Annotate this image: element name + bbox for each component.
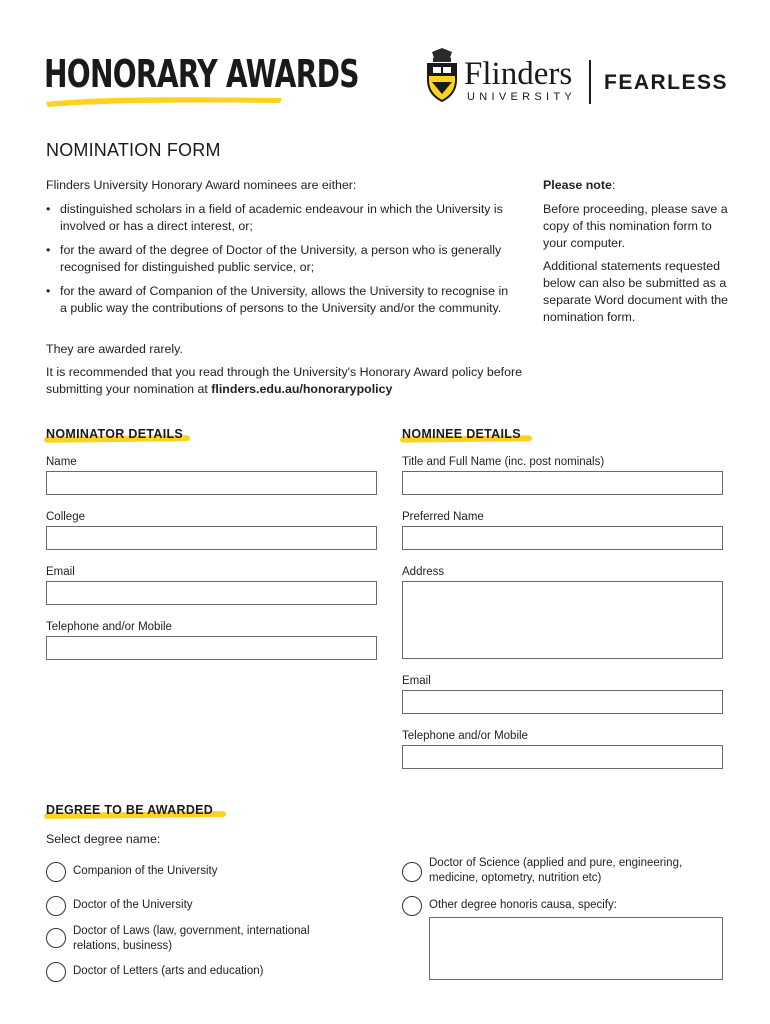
title-underline-swash bbox=[44, 92, 284, 110]
policy-link[interactable]: flinders.edu.au/honorarypolicy bbox=[211, 382, 393, 396]
intro-bullet-2: • for the award of the degree of Doctor of the University, a person who is generally recognised for distinguished public service, or; bbox=[46, 243, 502, 274]
nominee-address-field[interactable] bbox=[402, 581, 723, 659]
flinders-wordmark: Flinders bbox=[464, 56, 573, 92]
nominator-name-field[interactable] bbox=[46, 471, 377, 495]
note-box bbox=[543, 177, 733, 326]
radio-other-degree[interactable] bbox=[402, 896, 422, 916]
header-divider bbox=[589, 60, 591, 104]
option-companion-label: Companion of the University bbox=[73, 865, 218, 877]
option-doctor-laws-label: Doctor of Laws (law, government, international relations, business) bbox=[73, 925, 310, 952]
intro-recommend: It is recommended that you read through the University's Honorary Award policy before submitting your nomination at flinders.edu.au/honorarypolicy bbox=[46, 365, 522, 396]
nominee-heading: NOMINEE DETAILS bbox=[402, 427, 521, 441]
nominee-email-label: Email bbox=[402, 675, 431, 687]
note-p1: Before proceeding, please save a copy of this nomination form to your computer. bbox=[543, 202, 728, 250]
degree-heading: DEGREE TO BE AWARDED bbox=[46, 803, 214, 817]
note-p2: Additional statements requested below can also be submitted as a separate Word document with the nomination form. bbox=[543, 259, 729, 324]
honorary-awards-title: HONORARY AWARDS bbox=[44, 52, 359, 96]
option-other-degree-label: Other degree honoris causa, specify: bbox=[429, 899, 617, 911]
nominator-email-field[interactable] bbox=[46, 581, 377, 605]
nominee-email-field[interactable] bbox=[402, 690, 723, 714]
nominator-name-label: Name bbox=[46, 456, 77, 468]
nominator-phone-field[interactable] bbox=[46, 636, 377, 660]
form-title: NOMINATION FORM bbox=[46, 140, 221, 160]
radio-companion[interactable] bbox=[46, 862, 66, 882]
nominator-email-label: Email bbox=[46, 566, 75, 578]
nominee-address-label: Address bbox=[402, 566, 445, 578]
intro-bullet-1: • distinguished scholars in a field of academic endeavour in which the University is involved or has a direct interest, or; bbox=[46, 202, 503, 233]
honorary-awards-logo bbox=[44, 52, 359, 108]
radio-doctor-university[interactable] bbox=[46, 896, 66, 916]
university-wordmark: UNIVERSITY bbox=[467, 91, 577, 103]
other-degree-specify-field[interactable] bbox=[429, 917, 723, 980]
nominee-title-field[interactable] bbox=[402, 471, 723, 495]
nominator-college-label: College bbox=[46, 511, 85, 523]
nominee-title-label: Title and Full Name (inc. post nominals) bbox=[402, 456, 605, 468]
note-heading: Please note: bbox=[543, 178, 616, 192]
option-doctor-university-label: Doctor of the University bbox=[73, 899, 193, 911]
radio-doctor-letters[interactable] bbox=[46, 962, 66, 982]
flinders-crest-icon bbox=[424, 46, 460, 102]
radio-doctor-laws[interactable] bbox=[46, 928, 66, 948]
degree-select-label: Select degree name: bbox=[46, 832, 161, 846]
nominator-phone-label: Telephone and/or Mobile bbox=[46, 621, 172, 633]
intro-bullet-3: • for the award of Companion of the University, allows the University to recognise in a public way the contributions of persons to the University and/or the community. bbox=[46, 284, 509, 315]
intro-lead: Flinders University Honorary Award nominees are either: bbox=[46, 178, 357, 192]
nominee-preferred-label: Preferred Name bbox=[402, 511, 484, 523]
option-doctor-letters-label: Doctor of Letters (arts and education) bbox=[73, 965, 264, 977]
option-doctor-science-label: Doctor of Science (applied and pure, engineering, medicine, optometry, nutrition etc) bbox=[429, 857, 683, 884]
fearless-tagline: FEARLESS bbox=[604, 71, 729, 94]
intro-rarely: They are awarded rarely. bbox=[46, 342, 183, 356]
nominator-heading: NOMINATOR DETAILS bbox=[46, 427, 184, 441]
nominee-phone-label: Telephone and/or Mobile bbox=[402, 730, 528, 742]
nominee-preferred-field[interactable] bbox=[402, 526, 723, 550]
nominator-college-field[interactable] bbox=[46, 526, 377, 550]
radio-doctor-science[interactable] bbox=[402, 862, 422, 882]
nominee-phone-field[interactable] bbox=[402, 745, 723, 769]
